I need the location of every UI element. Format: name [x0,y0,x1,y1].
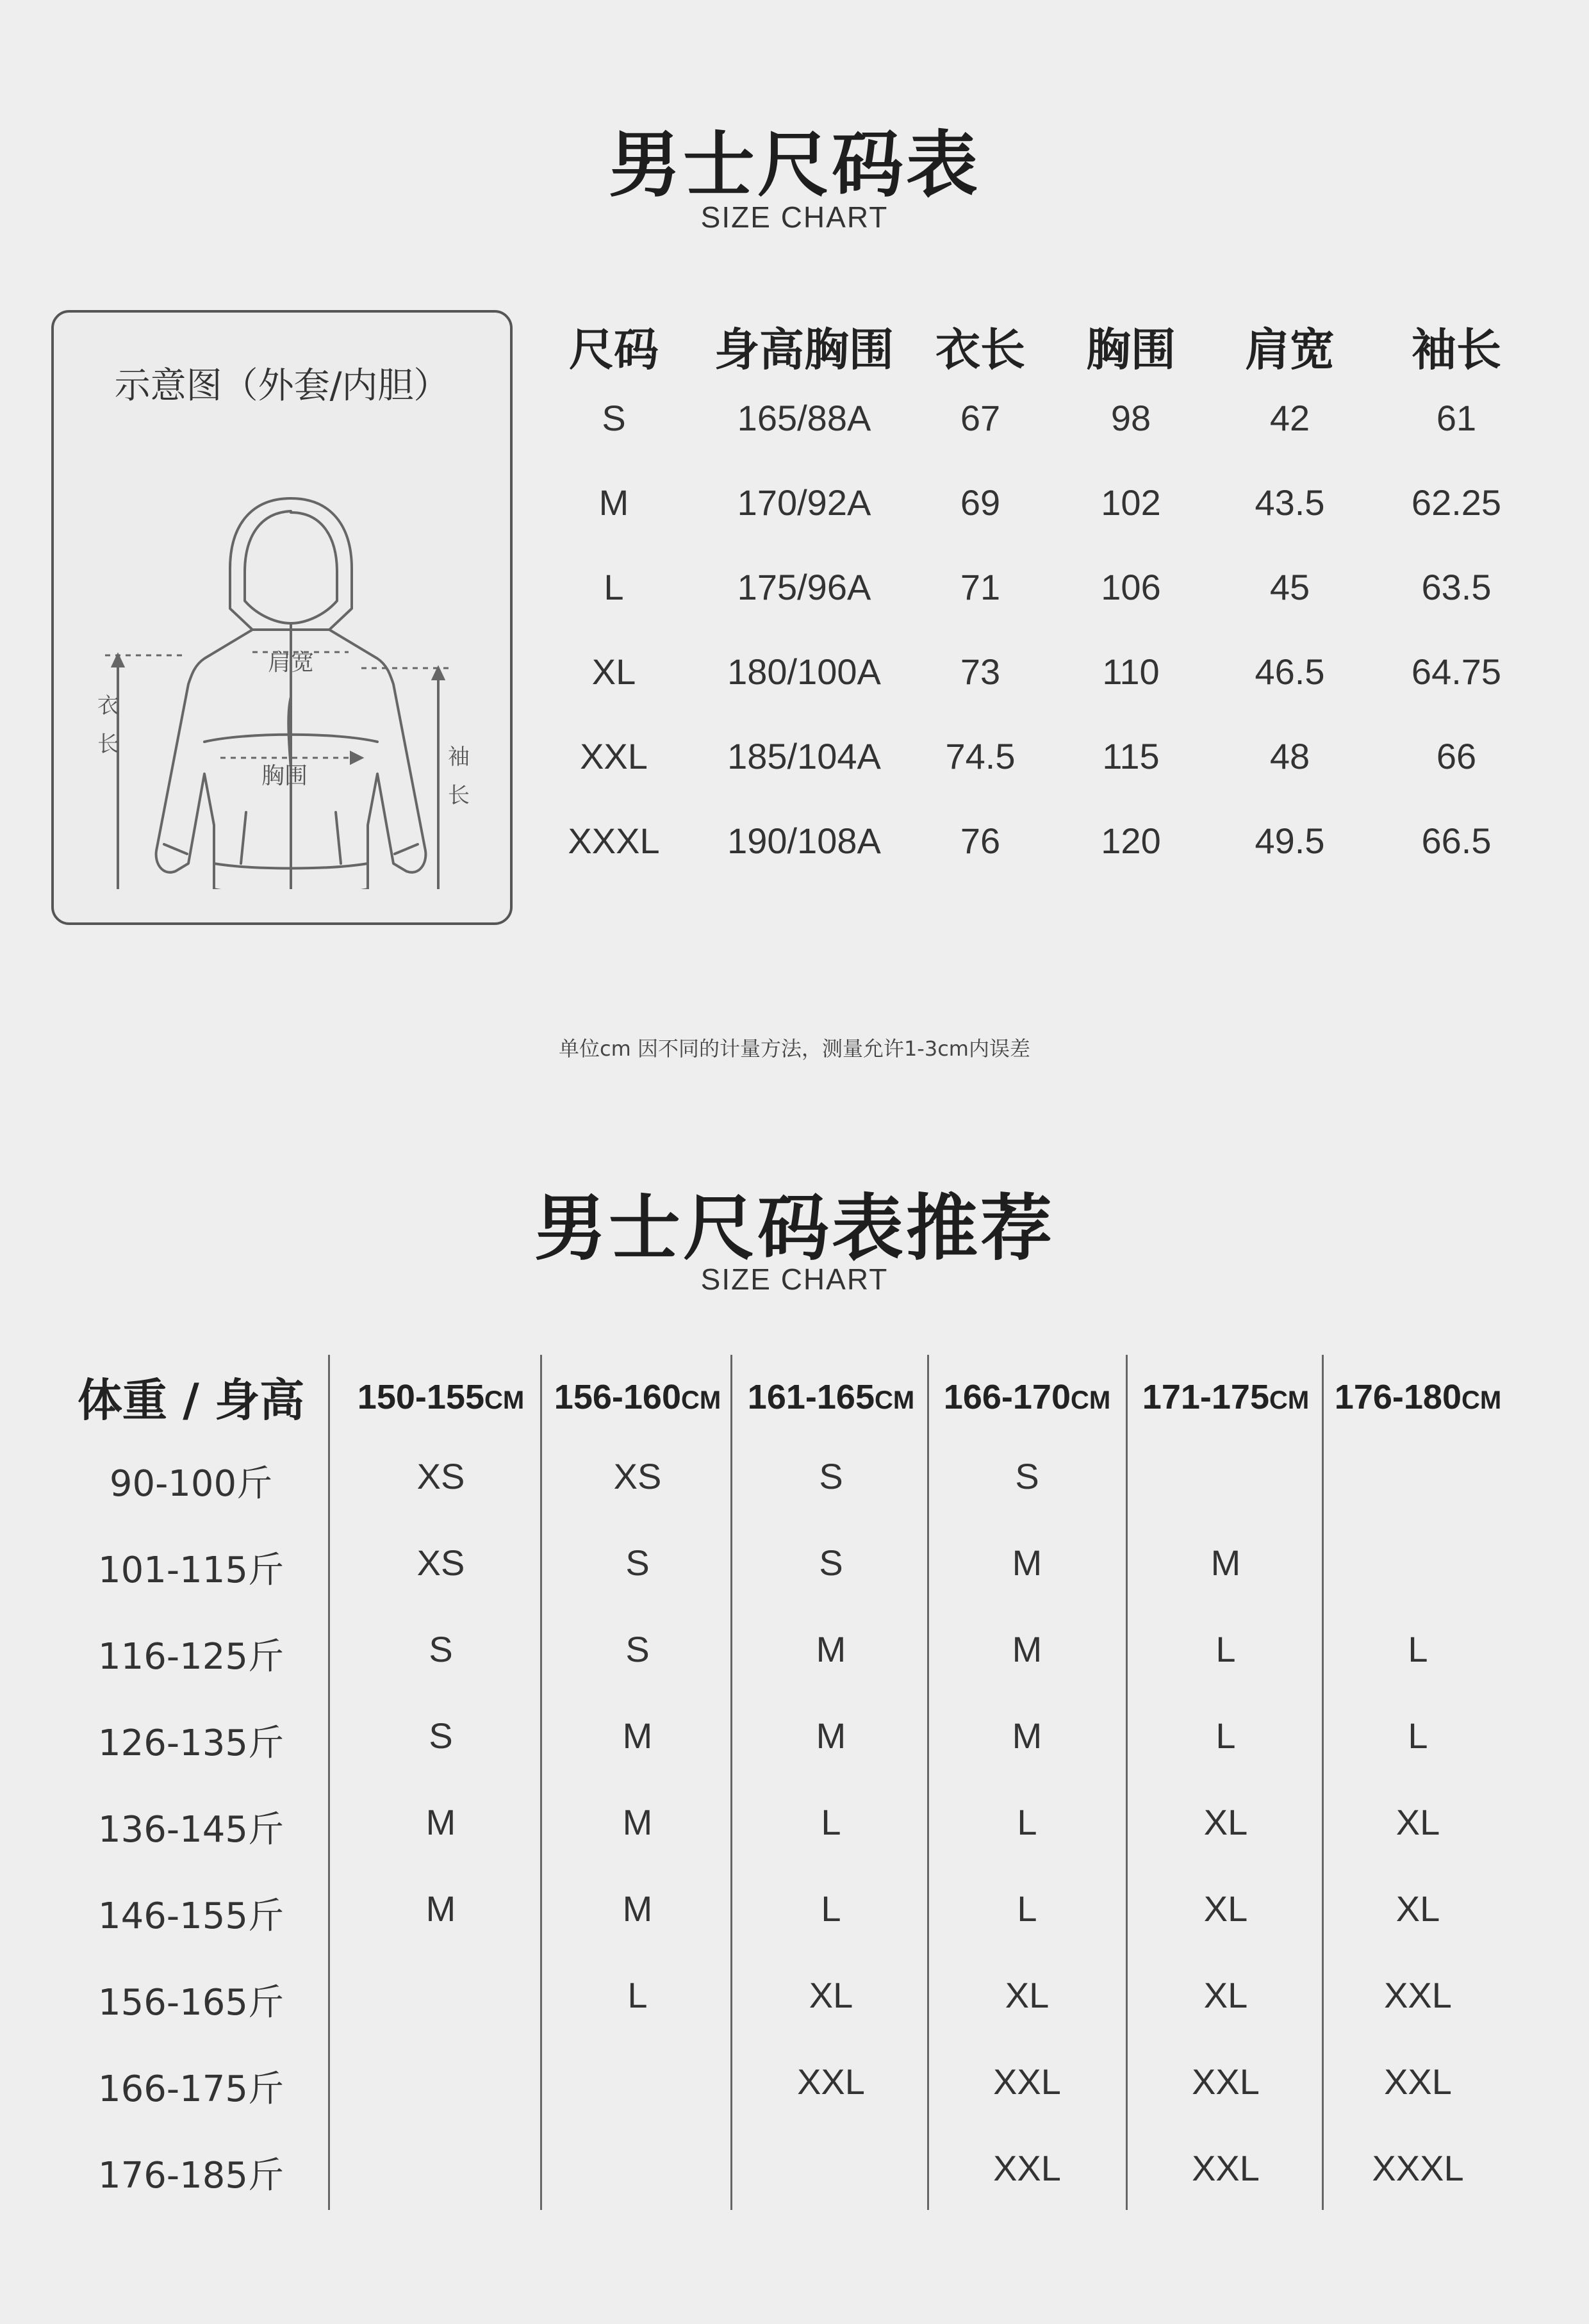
height-range-header [358,1377,524,1417]
column-divider [927,1355,929,2210]
height-range-header [1142,1377,1309,1417]
recommended-size-cell: L [627,1975,648,2015]
column-divider [1322,1355,1324,2210]
size-label: XXXL [568,821,660,861]
recommended-size-cell: M [816,1629,846,1669]
sleeve-label-2: 长 [448,783,470,808]
recommended-size-cell: XL [809,1975,853,2015]
height-unit: CM [874,1386,915,1414]
recommended-size-cell: M [425,1888,456,1929]
table1-cell: 49.5 [1255,821,1325,861]
height-range: 166-170 [943,1378,1071,1416]
table1-cell: 67 [960,398,1001,438]
recommended-size-cell: M [1210,1543,1241,1583]
table1-cell: 64.75 [1411,651,1502,692]
table1-cell: 45 [1269,567,1310,607]
size-label: S [602,398,626,438]
column-divider [730,1355,732,2210]
recommended-size-cell: S [429,1629,453,1669]
recommended-size-cell: XXL [993,2061,1061,2102]
size-chart-title: 男士尺码表 [609,124,980,207]
table1-cell: 106 [1101,567,1161,607]
size-label: L [604,567,624,607]
jacket-diagram-panel [51,310,513,925]
column-divider [1126,1355,1128,2210]
recommended-size-cell: L [1215,1629,1236,1669]
recommended-size-cell: XL [1203,1888,1248,1929]
table1-cell: 185/104A [727,736,881,776]
length-label-1: 衣 [97,693,119,719]
recommended-size-cell: M [1012,1715,1042,1756]
table1-cell: 110 [1102,651,1160,692]
height-range: 156-160 [554,1378,681,1416]
table1-header: 胸围 [1086,323,1176,376]
table1-cell: 69 [960,482,1001,523]
recommended-size-cell: S [625,1629,650,1669]
recommended-size-cell: L [821,1802,841,1842]
sleeve-label-1: 袖 [448,744,470,770]
table1-cell: 190/108A [727,821,881,861]
recommended-size-cell: XL [1203,1802,1248,1842]
table1-cell: 71 [960,567,1001,607]
measurement-note: 单位cm 因不同的计量方法，测量允许1-3cm内误差 [559,1036,1030,1061]
table1-cell: 73 [960,651,1001,692]
length-label-2: 长 [97,732,119,757]
table1-cell: 165/88A [737,398,871,438]
table1-cell: 74.5 [945,736,1016,776]
recommended-size-cell: S [429,1715,453,1756]
table1-cell: 175/96A [737,567,871,607]
height-range-header [1335,1377,1501,1417]
height-unit: CM [680,1386,721,1414]
recommend-subtitle: SIZE CHART [700,1263,889,1296]
size-chart-subtitle: SIZE CHART [700,200,889,234]
recommended-size-cell: L [821,1888,841,1929]
recommended-size-cell: L [1215,1715,1236,1756]
recommended-size-cell: M [425,1802,456,1842]
chest-label: 胸围 [261,763,308,789]
table1-cell: 66 [1436,736,1477,776]
table1-cell: 42 [1269,398,1310,438]
table1-cell: 98 [1110,398,1151,438]
height-range: 161-165 [747,1378,875,1416]
jacket-diagram-icon [92,441,477,889]
table1-cell: 48 [1269,736,1310,776]
recommended-size-cell: XS [416,1456,465,1496]
recommended-size-cell: M [1012,1629,1042,1669]
table1-cell: 62.25 [1411,482,1502,523]
diagram-caption: 示意图（外套/内胆） [114,365,450,407]
recommended-size-cell: XXL [1384,1975,1452,2015]
recommended-size-cell: S [1015,1456,1039,1496]
weight-range-label: 176-185斤 [98,2155,284,2197]
recommended-size-cell: XXL [1192,2061,1260,2102]
height-range: 171-175 [1142,1378,1269,1416]
recommended-size-cell: M [816,1715,846,1756]
weight-range-label: 116-125斤 [98,1636,284,1678]
table1-cell: 43.5 [1255,482,1325,523]
table1-cell: 46.5 [1255,651,1325,692]
weight-height-header: 体重 / 身高 [77,1374,305,1427]
table1-cell: 120 [1101,821,1161,861]
size-label: XXL [580,736,648,776]
height-range-header [554,1377,721,1417]
height-range: 150-155 [357,1378,484,1416]
column-divider [540,1355,542,2210]
table1-header: 袖长 [1412,323,1501,376]
recommended-size-cell: XXL [1192,2148,1260,2188]
recommended-size-cell: XS [613,1456,662,1496]
recommended-size-cell: XXL [1384,2061,1452,2102]
table1-header: 衣长 [935,323,1025,376]
height-unit: CM [1461,1386,1502,1414]
table1-header: 尺码 [569,323,659,376]
recommended-size-cell: XL [1396,1802,1440,1842]
weight-range-label: 156-165斤 [98,1982,284,2024]
recommend-title: 男士尺码表推荐 [534,1187,1055,1270]
height-range-header [944,1377,1110,1417]
recommended-size-cell: XXXL [1372,2148,1464,2188]
recommended-size-cell: S [625,1543,650,1583]
height-range-header [748,1377,914,1417]
table1-header: 身高胸围 [714,323,894,376]
recommended-size-cell: S [819,1456,843,1496]
height-unit: CM [1269,1386,1310,1414]
recommended-size-cell: XXL [993,2148,1061,2188]
weight-range-label: 101-115斤 [98,1550,284,1591]
recommended-size-cell: M [622,1888,653,1929]
table1-cell: 115 [1102,736,1160,776]
table1-cell: 63.5 [1421,567,1492,607]
recommended-size-cell: S [819,1543,843,1583]
weight-range-label: 136-145斤 [98,1809,284,1851]
recommended-size-cell: L [1408,1715,1428,1756]
recommended-size-cell: L [1408,1629,1428,1669]
table1-cell: 180/100A [727,651,881,692]
recommended-size-cell: L [1017,1888,1037,1929]
recommended-size-cell: XL [1203,1975,1248,2015]
weight-range-label: 90-100斤 [109,1463,273,1505]
size-label: XL [591,651,636,692]
weight-range-label: 126-135斤 [98,1723,284,1764]
height-unit: CM [1070,1386,1111,1414]
table1-cell: 76 [960,821,1001,861]
recommended-size-cell: XXL [797,2061,865,2102]
table1-cell: 61 [1436,398,1477,438]
table1-cell: 102 [1101,482,1161,523]
table1-cell: 170/92A [737,482,871,523]
height-range: 176-180 [1334,1378,1461,1416]
recommended-size-cell: M [622,1715,653,1756]
recommended-size-cell: XL [1396,1888,1440,1929]
recommended-size-cell: XS [416,1543,465,1583]
column-divider [328,1355,330,2210]
shoulder-label: 肩宽 [267,650,315,676]
recommended-size-cell: M [1012,1543,1042,1583]
table1-header: 肩宽 [1245,323,1335,376]
recommended-size-cell: XL [1005,1975,1050,2015]
weight-range-label: 166-175斤 [98,2068,284,2110]
recommended-size-cell: L [1017,1802,1037,1842]
recommended-size-cell: M [622,1802,653,1842]
table1-cell: 66.5 [1421,821,1492,861]
size-label: M [598,482,629,523]
weight-range-label: 146-155斤 [98,1895,284,1937]
height-unit: CM [484,1386,525,1414]
